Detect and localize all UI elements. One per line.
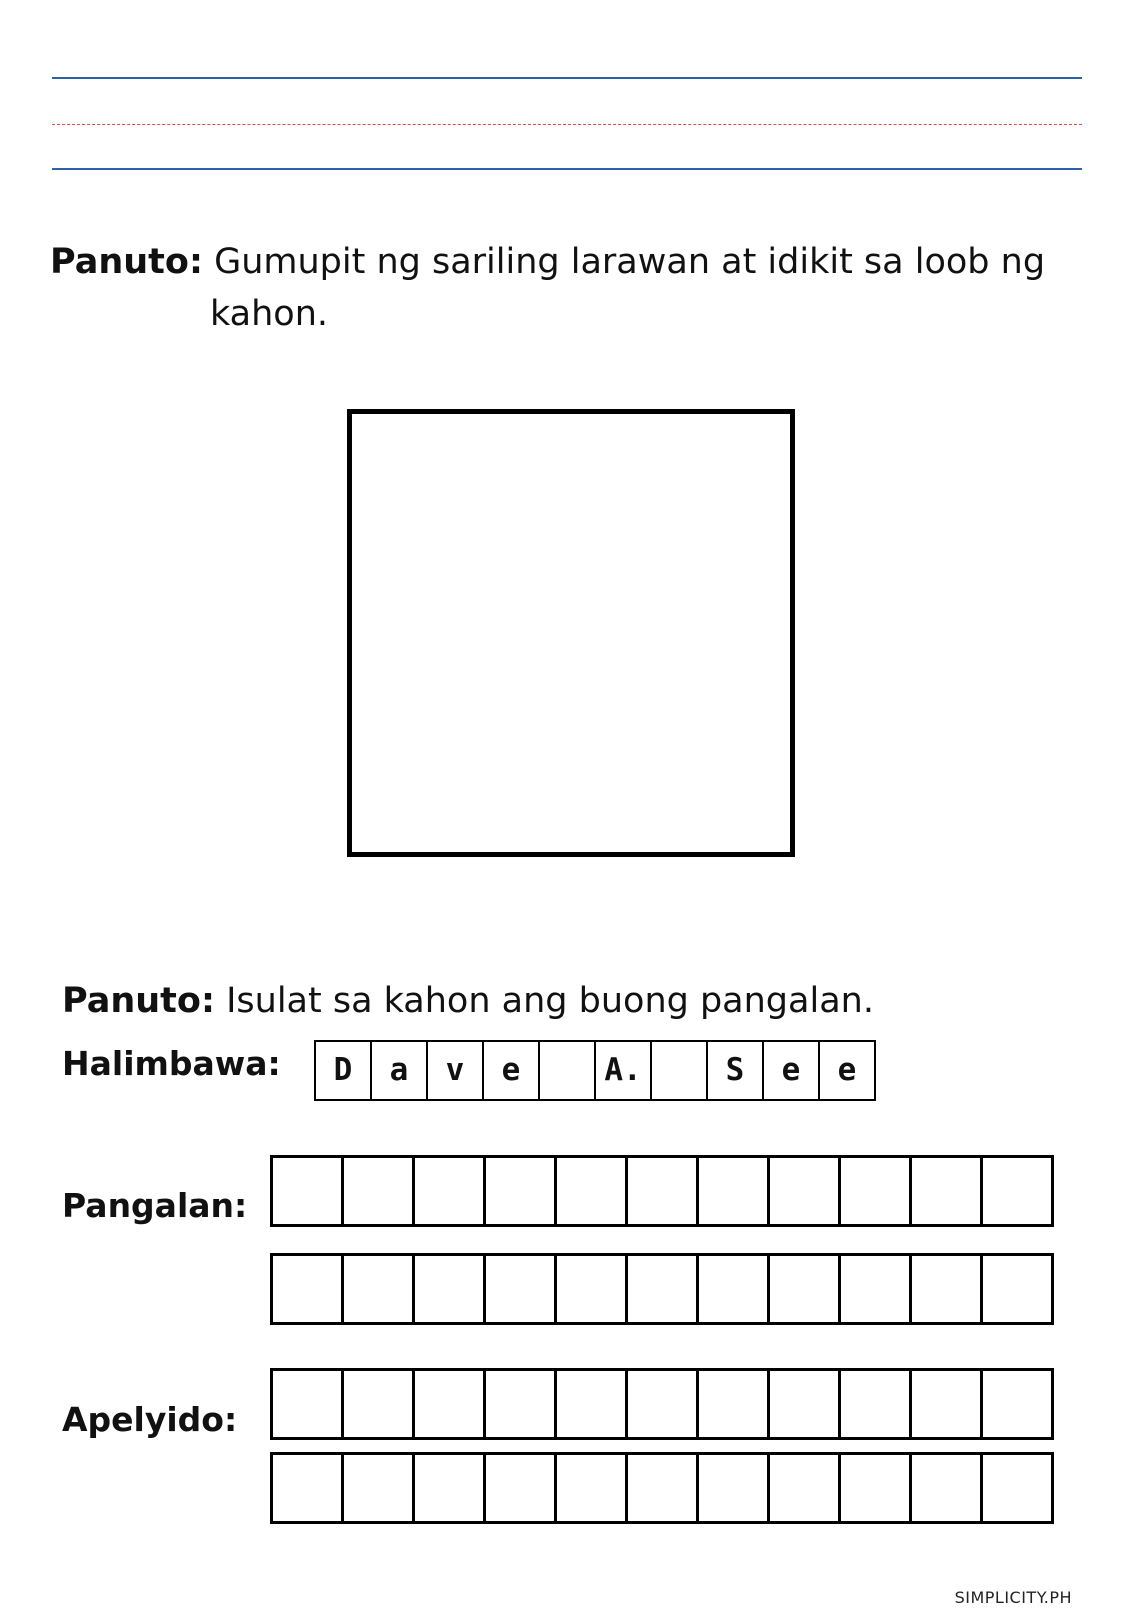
example-letter-box: e [484, 1042, 540, 1099]
instruction-label: Panuto: [50, 242, 203, 282]
letter-box[interactable] [628, 1371, 699, 1437]
letter-box[interactable] [486, 1158, 557, 1224]
picture-box[interactable] [347, 409, 795, 857]
letter-box[interactable] [557, 1158, 628, 1224]
first-name-grid-row-1 [270, 1155, 1054, 1227]
brand-footer: SIMPLICITY.PH [954, 1588, 1072, 1607]
example-letter-box: v [428, 1042, 484, 1099]
instruction-cut-picture [50, 236, 1110, 340]
letter-box[interactable] [415, 1158, 486, 1224]
letter-box[interactable] [699, 1455, 770, 1521]
letter-box[interactable] [628, 1256, 699, 1322]
letter-box[interactable] [273, 1455, 344, 1521]
letter-box[interactable] [699, 1256, 770, 1322]
instruction-write-name [62, 979, 874, 1023]
letter-box[interactable] [912, 1256, 983, 1322]
first-name-grid-row-2 [270, 1253, 1054, 1325]
letter-box[interactable] [912, 1455, 983, 1521]
letter-box[interactable] [983, 1455, 1054, 1521]
example-name-boxes [314, 1040, 876, 1101]
example-letter-box: S [708, 1042, 764, 1099]
letter-box[interactable] [841, 1256, 912, 1322]
letter-box[interactable] [344, 1455, 415, 1521]
letter-box[interactable] [770, 1158, 841, 1224]
instruction-text: Gumupit ng sariling larawan at idikit sa loob ng [214, 242, 1046, 282]
letter-box[interactable] [628, 1158, 699, 1224]
example-letter-box: e [820, 1042, 876, 1099]
example-letter-box: D [316, 1042, 372, 1099]
instruction-label: Panuto: [62, 981, 215, 1021]
writing-line-middle-dashed [52, 124, 1082, 125]
example-label: Halimbawa: [62, 1044, 281, 1083]
writing-line-bottom [52, 168, 1082, 170]
letter-box[interactable] [841, 1455, 912, 1521]
letter-box[interactable] [770, 1455, 841, 1521]
letter-box[interactable] [344, 1371, 415, 1437]
last-name-grid-row-1 [270, 1368, 1054, 1440]
letter-box[interactable] [983, 1158, 1054, 1224]
letter-box[interactable] [557, 1371, 628, 1437]
first-name-label: Pangalan: [62, 1186, 248, 1225]
letter-box[interactable] [415, 1371, 486, 1437]
letter-box[interactable] [699, 1158, 770, 1224]
last-name-grid-row-2 [270, 1452, 1054, 1524]
letter-box[interactable] [912, 1371, 983, 1437]
writing-line-top [52, 77, 1082, 79]
letter-box[interactable] [486, 1455, 557, 1521]
example-letter-box [652, 1042, 708, 1099]
letter-box[interactable] [912, 1158, 983, 1224]
letter-box[interactable] [841, 1158, 912, 1224]
letter-box[interactable] [486, 1256, 557, 1322]
instruction-text: Isulat sa kahon ang buong pangalan. [226, 981, 874, 1021]
letter-box[interactable] [557, 1256, 628, 1322]
letter-box[interactable] [273, 1371, 344, 1437]
letter-box[interactable] [273, 1158, 344, 1224]
instruction-text-continued: kahon. [210, 294, 329, 334]
letter-box[interactable] [841, 1371, 912, 1437]
letter-box[interactable] [415, 1256, 486, 1322]
last-name-label: Apelyido: [62, 1400, 238, 1439]
letter-box[interactable] [415, 1455, 486, 1521]
letter-box[interactable] [983, 1371, 1054, 1437]
letter-box[interactable] [770, 1256, 841, 1322]
letter-box[interactable] [770, 1371, 841, 1437]
letter-box[interactable] [273, 1256, 344, 1322]
letter-box[interactable] [983, 1256, 1054, 1322]
letter-box[interactable] [486, 1371, 557, 1437]
letter-box[interactable] [699, 1371, 770, 1437]
letter-box[interactable] [628, 1455, 699, 1521]
example-letter-box: a [372, 1042, 428, 1099]
letter-box[interactable] [557, 1455, 628, 1521]
letter-box[interactable] [344, 1256, 415, 1322]
example-letter-box: e [764, 1042, 820, 1099]
example-letter-box: A. [596, 1042, 652, 1099]
example-letter-box [540, 1042, 596, 1099]
letter-box[interactable] [344, 1158, 415, 1224]
